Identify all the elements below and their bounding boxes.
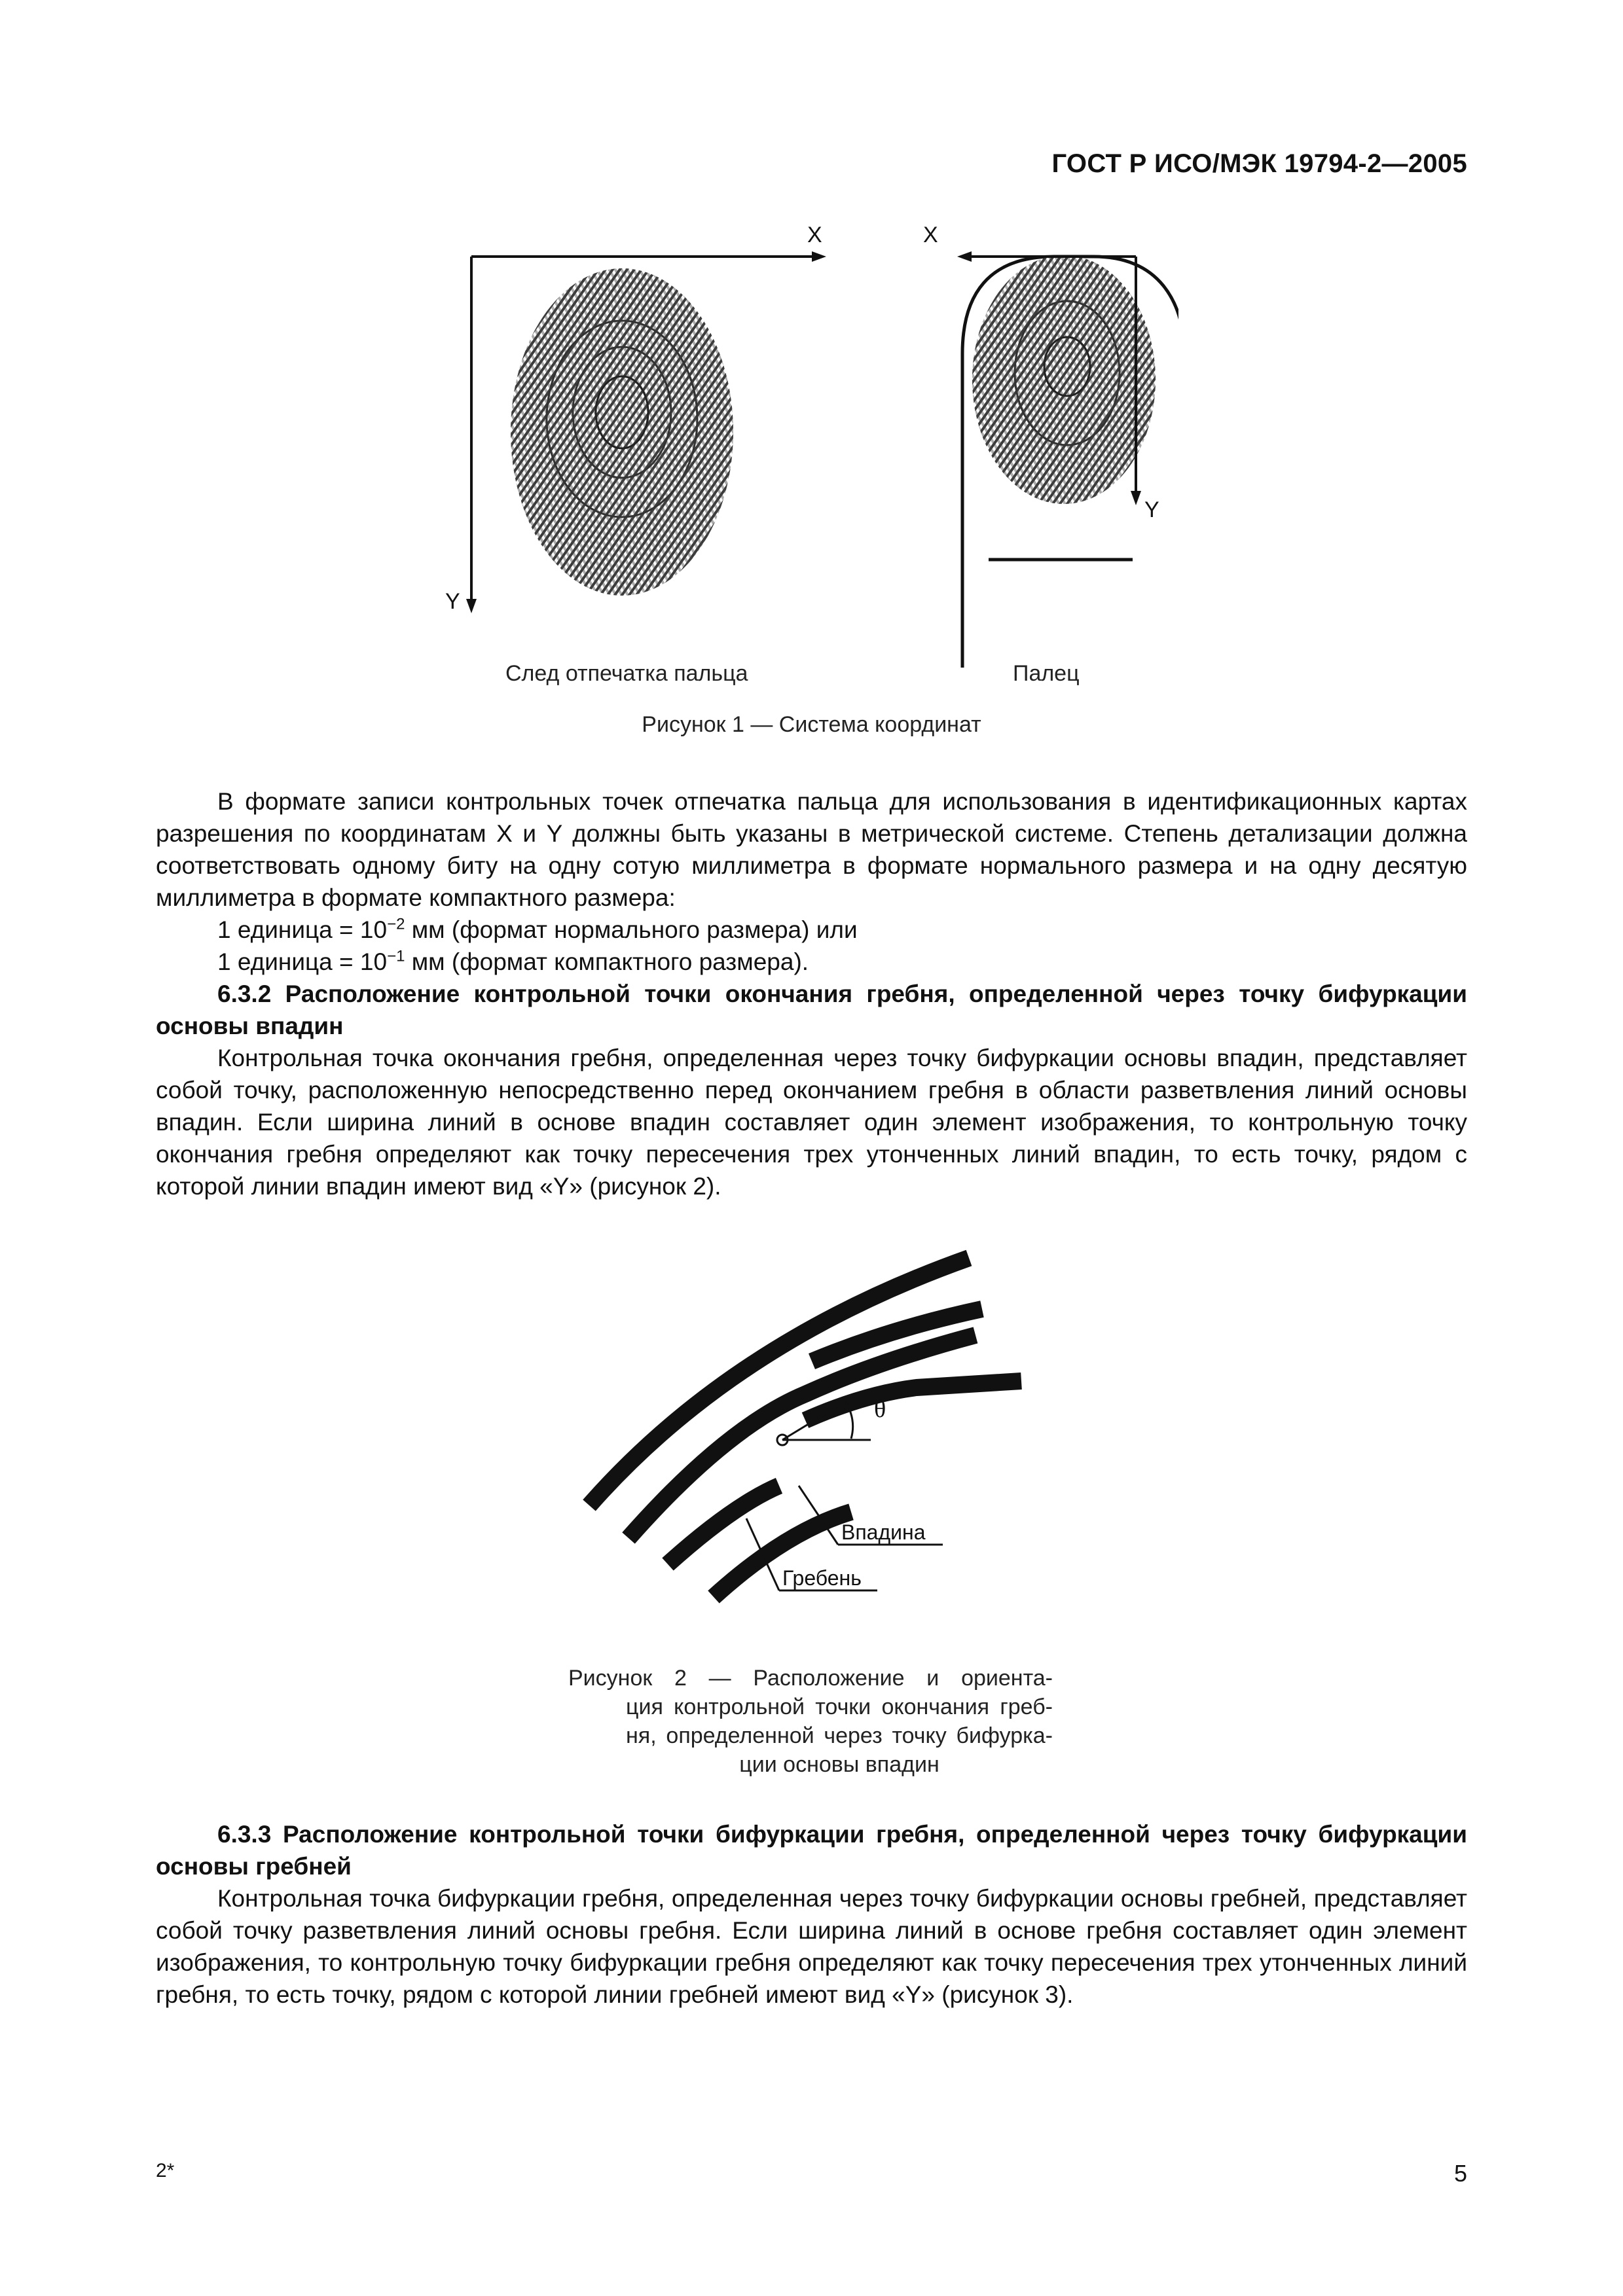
section-6-3-2-paragraph: Контрольная точка окончания гребня, определенная через точку бифуркации основы впадин, представляет собой точку, расположенную непосредственно перед окончанием гребня в области разветвления линий основы впадин. Если ширина линий в основе впадин составляет один элемент изображения, то контрольную точку окончания гребня определяют как точку пересечения трех утонченных линий впадин, то есть точку, рядом с которой линии впадин имеют вид «Y» (рисунок 2). <box>156 1045 1467 1200</box>
finger-label: Палец <box>1013 661 1080 686</box>
document-header: ГОСТ Р ИСО/МЭК 19794-2—2005 <box>1051 149 1467 178</box>
unit-compact-exponent: −1 <box>387 947 405 965</box>
unit-compact-prefix: 1 единица = 10 <box>217 948 388 975</box>
figure-2-caption-line: Рисунок 2 — Расположение и ориента- <box>568 1666 1053 1691</box>
section-6-3-3-heading: 6.3.3 Расположение контрольной точки бифуркации гребня, определенной через точку бифуркации основы гребней <box>156 1821 1467 1880</box>
figure-2-caption <box>568 1664 1053 1779</box>
unit-compact-format <box>156 946 1467 978</box>
figure-2-caption-line: ции основы впадин <box>739 1752 939 1777</box>
unit-compact-suffix: мм (формат компактного размера). <box>405 948 809 975</box>
fingerprint-impression <box>511 268 733 596</box>
unit-normal-exponent: −2 <box>387 915 405 933</box>
body-text-1 <box>156 785 1467 1202</box>
section-6-3-3-paragraph: Контрольная точка бифуркации гребня, определенная через точку бифуркации основы гребней, представляет собой точку разветвления линий основы гребня. Если ширина линий в основе гребня составляет один элемент изображения, то контрольную точку бифуркации гребня определяют как точку пересечения трех утонченных линий гребня, то есть точку, рядом с которой линии гребней имеют вид «Y» (рисунок 3). <box>156 1885 1467 2008</box>
valley-label: Впадина <box>841 1520 926 1544</box>
right-axis-x-label: X <box>923 223 938 247</box>
ridge-label: Гребень <box>782 1566 862 1590</box>
theta-symbol: θ <box>874 1395 886 1423</box>
unit-normal-format <box>156 914 1467 946</box>
figure-1-caption: Рисунок 1 — Система координат <box>642 712 981 737</box>
body-text-2 <box>156 1818 1467 2011</box>
page-number: 5 <box>1453 2160 1467 2187</box>
unit-normal-prefix: 1 единица = 10 <box>217 916 388 943</box>
figure-2-caption-line: ня, определенной через точку бифурка- <box>626 1723 1053 1748</box>
figure-2 <box>563 1230 1061 1623</box>
section-6-3-2-heading: 6.3.2 Расположение контрольной точки окончания гребня, определенной через точку бифуркации основы впадин <box>156 980 1467 1039</box>
fingerprint-impression-label: След отпечатка пальца <box>505 661 748 686</box>
right-axis-y-label: Y <box>1144 497 1159 522</box>
figure-1 <box>426 216 1178 700</box>
finger-outline <box>962 255 1178 668</box>
ridge-ending-diagram <box>563 1230 1061 1623</box>
coordinate-system-figure <box>426 216 1178 700</box>
resolution-paragraph: В формате записи контрольных точек отпечатка пальца для использования в идентификационных картах разрешения по координатам X и Y должны быть указаны в метрической системе. Степень детализации должна соответствовать одному биту на одну сотую миллиметра в формате нормального размера и на одну десятую миллиметра в формате компактного размера: <box>156 788 1467 911</box>
left-axis-y-label: Y <box>445 589 460 614</box>
page-signature: 2* <box>156 2160 175 2181</box>
figure-2-caption-line: ция контрольной точки окончания греб- <box>626 1695 1053 1719</box>
left-axis-x-label: X <box>807 223 822 247</box>
unit-normal-suffix: мм (формат нормального размера) или <box>405 916 858 943</box>
ridge-line-2 <box>629 1335 976 1538</box>
